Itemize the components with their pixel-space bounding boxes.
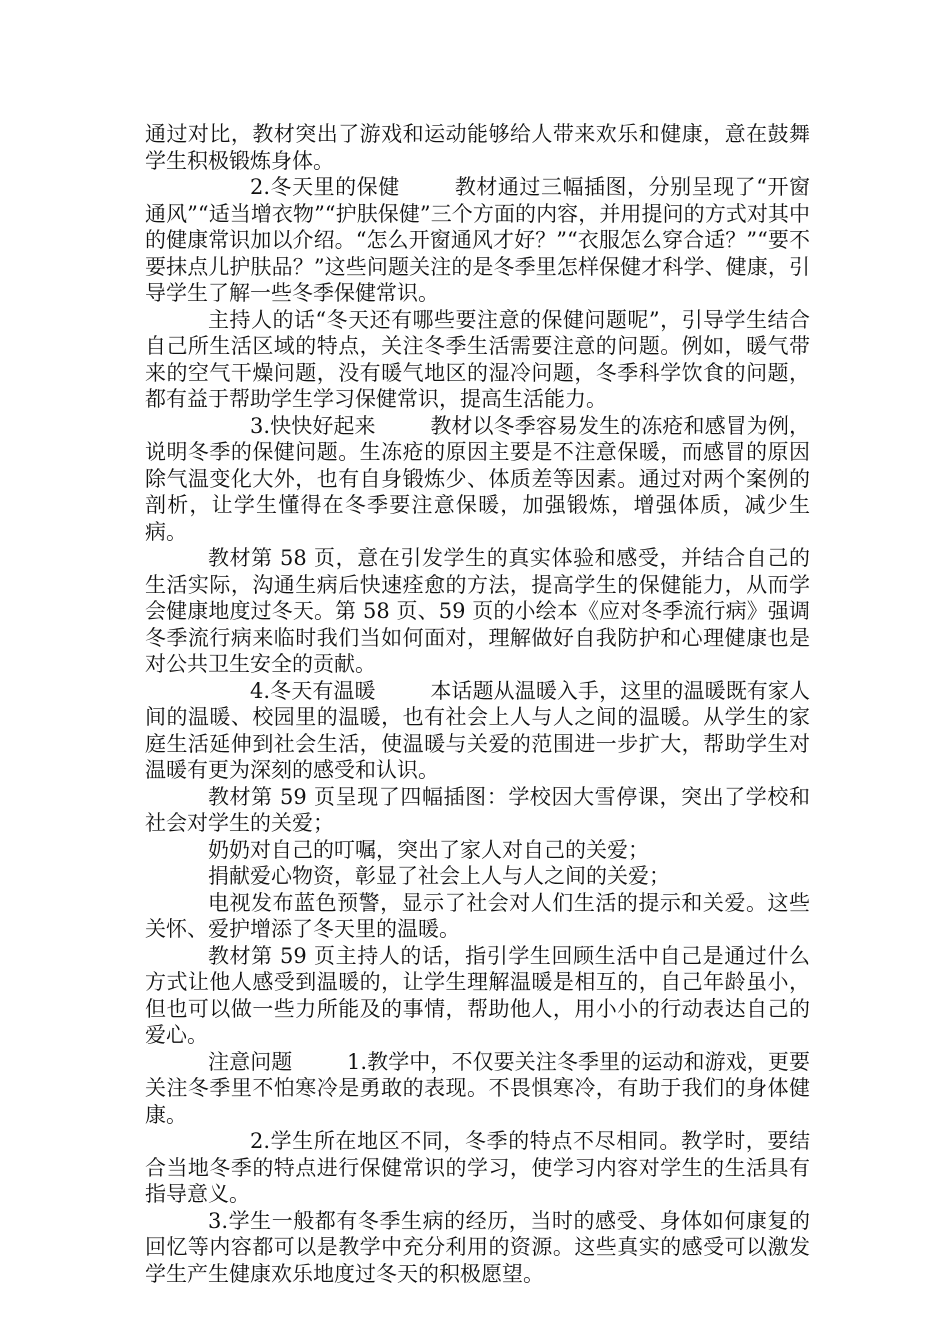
section-heading-get-well: 3.快快好起来 <box>250 413 376 438</box>
paragraph-text: 教材第 59 页主持人的话，指引学生回顾生活中自己是通过什么方式让他人感受到温暖的，让学生理解温暖是相互的，自己年龄虽小，但也可以做一些力所能及的事情，帮助他人，用小小的行动表达自己的爱心。 <box>145 943 810 1047</box>
paragraph-10 <box>145 890 810 943</box>
paragraph-8 <box>145 837 810 864</box>
paragraph-text: 教材通过三幅插图，分别呈现了“开窗通风”“适当增衣物”“护肤保健”三个方面的内容，并用提问的方式对其中的健康常识加以介绍。“怎么开窗通风才好？”“衣服怎么穿合适？”“要不要抹点儿护肤品？”这些问题关注的是冬季里怎样保健才科学、健康，引导学生了解一些冬季保健常识。 <box>145 175 810 305</box>
paragraph-9 <box>145 863 810 890</box>
paragraph-7 <box>145 784 810 837</box>
paragraph-13 <box>145 1128 810 1208</box>
paragraph-4 <box>145 413 810 546</box>
paragraph-text: 教材第 59 页呈现了四幅插图：学校因大雪停课，突出了学校和社会对学生的关爱； <box>145 784 810 835</box>
paragraph-2 <box>145 174 810 307</box>
paragraph-6 <box>145 678 810 784</box>
paragraph-text: 主持人的话“冬天还有哪些要注意的保健问题呢”，引导学生结合自己所生活区域的特点，关注冬季生活需要注意的问题。例如，暖气带来的空气干燥问题，没有暖气地区的湿冷问题，冬季科学饮食的问题，都有益于帮助学生学习保健常识，提高生活能力。 <box>145 307 810 411</box>
paragraph-5 <box>145 545 810 678</box>
paragraph-text: 教材以冬季容易发生的冻疮和感冒为例，说明冬季的保健问题。生冻疮的原因主要是不注意保暖，而感冒的原因除气温变化大外，也有自身锻炼少、体质差等因素。通过对两个案例的剖析，让学生懂得在冬季要注意保暖，加强锻炼，增强体质，减少生病。 <box>145 413 811 544</box>
paragraph-text: 教材第 58 页，意在引发学生的真实体验和感受，并结合自己的生活实际，沟通生病后快速痊愈的方法，提高学生的保健能力，从而学会健康地度过冬天。第 58 页、59 页的小绘本《应对冬季流行病》强调冬季流行病来临时我们当如何面对，理解做好自我防护和心理健康也是对公共卫生安全的贡献。 <box>145 546 810 676</box>
paragraph-text: 奶奶对自己的叮嘱，突出了家人对自己的关爱； <box>208 837 649 862</box>
paragraph-1 <box>145 121 810 174</box>
paragraph-text: 3.学生一般都有冬季生病的经历，当时的感受、身体如何康复的回忆等内容都可以是教学中充分利用的资源。这些真实的感受可以激发学生产生健康欢乐地度过冬天的积极愿望。 <box>145 1208 810 1286</box>
section-heading-warmth: 4.冬天有温暖 <box>250 678 376 703</box>
paragraph-14 <box>145 1208 810 1288</box>
document-body <box>145 121 810 1287</box>
paragraph-text: 捐献爱心物资，彰显了社会上人与人之间的关爱； <box>208 864 670 888</box>
paragraph-text: 本话题从温暖入手，这里的温暖既有家人间的温暖、校园里的温暖，也有社会上人与人之间的温暖。从学生的家庭生活延伸到社会生活，使温暖与关爱的范围进一步扩大，帮助学生对温暖有更为深刻的感受和认识。 <box>145 678 811 782</box>
section-heading-winter-care: 2.冬天里的保健 <box>250 175 400 199</box>
paragraph-text: 1.教学中，不仅要关注冬季里的运动和游戏，更要关注冬季里不怕寒冷是勇敢的表现。不畏惧寒冷，有助于我们的身体健康。 <box>145 1049 811 1127</box>
paragraph-11 <box>145 943 810 1049</box>
paragraph-3 <box>145 307 810 413</box>
paragraph-text: 2.学生所在地区不同，冬季的特点不尽相同。教学时，要结合当地冬季的特点进行保健常识的学习，使学习内容对学生的生活具有指导意义。 <box>145 1129 810 1206</box>
section-heading-notes: 注意问题 <box>208 1049 293 1074</box>
paragraph-12 <box>145 1049 810 1129</box>
paragraph-text: 通过对比，教材突出了游戏和运动能够给人带来欢乐和健康，意在鼓舞学生积极锻炼身体。 <box>145 122 810 173</box>
paragraph-text: 电视发布蓝色预警，显示了社会对人们生活的提示和关爱。这些关怀、爱护增添了冬天里的温暖。 <box>145 890 810 941</box>
